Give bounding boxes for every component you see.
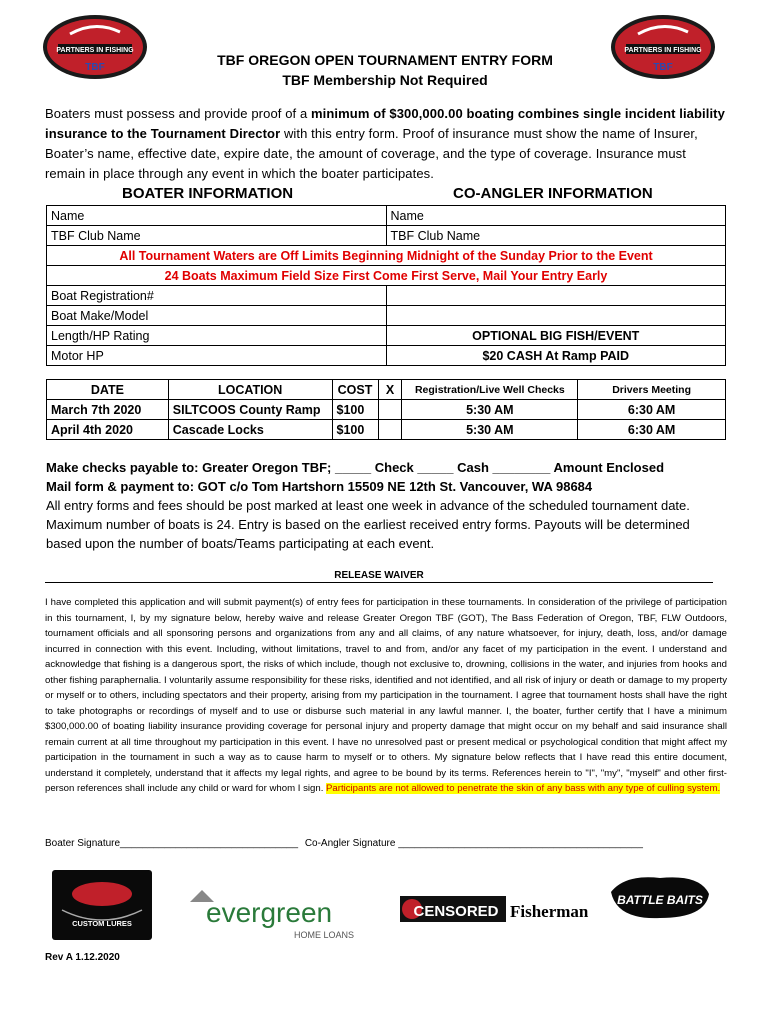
svg-text:CUSTOM LURES: CUSTOM LURES bbox=[72, 919, 132, 928]
registration-time: 5:30 AM bbox=[402, 420, 578, 440]
signature-line bbox=[45, 838, 643, 849]
meeting-time: 6:30 AM bbox=[578, 420, 726, 440]
registration-time: 5:30 AM bbox=[402, 400, 578, 420]
evergreen-home-loans-logo bbox=[186, 884, 366, 944]
event-cost: $100 bbox=[332, 400, 378, 420]
intro-text: Boaters must possess and provide proof of a bbox=[45, 106, 311, 121]
svg-text:evergreen: evergreen bbox=[206, 897, 333, 928]
boater-info-heading: BOATER INFORMATION bbox=[122, 185, 294, 202]
svg-text:BATTLE BAITS: BATTLE BAITS bbox=[617, 893, 703, 907]
name-label: Name bbox=[51, 208, 85, 223]
off-limits-notice: All Tournament Waters are Off Limits Beginning Midnight of the Sunday Prior to the Event bbox=[47, 246, 726, 266]
release-waiver-text bbox=[45, 595, 727, 797]
coangler-name-field[interactable] bbox=[386, 206, 726, 226]
svg-text:PARTNERS IN FISHING: PARTNERS IN FISHING bbox=[56, 47, 134, 54]
length-hp-label: Length/HP Rating bbox=[51, 328, 150, 343]
col-registration: Registration/Live Well Checks bbox=[402, 380, 578, 400]
club-label: TBF Club Name bbox=[390, 228, 481, 243]
field-size-notice: 24 Boats Maximum Field Size First Come First Serve, Mail Your Entry Early bbox=[47, 266, 726, 286]
svg-text:PARTNERS IN FISHING: PARTNERS IN FISHING bbox=[624, 47, 702, 54]
big-fish-price: $20 CASH At Ramp PAID bbox=[386, 346, 726, 366]
payment-checks-line: Make checks payable to: Greater Oregon TBF; _____ Check _____ Cash ________ Amount Enclosed bbox=[46, 460, 665, 475]
coangler-club-field[interactable] bbox=[386, 226, 726, 246]
boat-reg-label: Boat Registration# bbox=[51, 288, 154, 303]
event-location: SILTCOOS County Ramp bbox=[168, 400, 332, 420]
waiver-body: I have completed this application and will submit payment(s) of entry fees for participation in these tournaments. In consideration of the privilege of participation in this tournament, I, by my signature below, hereby waive and release Greater Oregon TBF (GOT), The Bass Federation of Oregon, TBF, FLW Outdoors, tournament officials and all sponsoring persons and organizations from any and all claims, of any nature whatsoever, for injury, death, loss, and/or damage incurred in connection with this event. Including, without limitations, travel to and from, and/or any facet of my participation in the event. I understand and acknowledge that fishing is a dangerous sport, the risks of which include, though not exclusive to, drowning, collisions in the water, and injuries from hooks and other fishing paraphernalia. I voluntarily assume responsibility for these risks, identified and not identified, and all risk of injury or death or damage to my property or myself or to others, including spectators and their property, arising from my participation in the tournament. I agree that tournament hosts shall have the right to take photographs or recordings of myself and to use or disburse such material in any lawful manner. I, the boater, further certify that I have a minimum $300,000.00 of boating liability insurance providing coverage for personal injury and property damage that might occur on my behalf and said insurance shall remain current at all time throughout my participation in this event. I have no unresolved past or present medical or psychological condition that might affect my participation in the tournament in such a way as to cause harm to myself or to others. My signature below reflects that I have read this entire document, understand it completely, understand that it affects my legal rights, and agree to be bound by its terms. References herein to "I", "my", "myself" and other first-person references shall include any child or ward for whom I sign. bbox=[45, 597, 727, 794]
length-hp-field[interactable] bbox=[47, 326, 387, 346]
battle-baits-logo bbox=[605, 872, 715, 924]
info-table bbox=[46, 205, 726, 366]
event-select-box[interactable] bbox=[378, 400, 402, 420]
entry-deadline-paragraph: All entry forms and fees should be post marked at least one week in advance of the scheduled tournament date. Maximum number of boats is 24. Entry is based on the earliest received entry forms. Payouts will be determined based upon the number of boats/Teams participating at each event. bbox=[46, 498, 690, 551]
event-location: Cascade Locks bbox=[168, 420, 332, 440]
boat-registration-field[interactable] bbox=[47, 286, 387, 306]
boater-name-field[interactable] bbox=[47, 206, 387, 226]
schedule-table bbox=[46, 379, 726, 440]
intro-bold-text: minimum of $300,000.00 boating combines single incident liability insurance to the Tournament Director bbox=[45, 106, 725, 141]
big-fish-title: OPTIONAL BIG FISH/EVENT bbox=[386, 326, 726, 346]
coangler-signature-field[interactable]: Co-Angler Signature ____________________________________________ bbox=[304, 838, 643, 849]
intro-text-cont: with this entry form. Proof of insurance must show the name of Insurer, Boater’s name, effective date, expire date, the amount of coverage, and the type of coverage. Insurance must remain in place through any event in which the boater participates. bbox=[45, 126, 698, 181]
event-date: April 4th 2020 bbox=[47, 420, 169, 440]
boat-make-label: Boat Make/Model bbox=[51, 308, 149, 323]
svg-text:Fisherman: Fisherman bbox=[510, 902, 589, 921]
club-label: TBF Club Name bbox=[51, 228, 141, 243]
boat-make-field[interactable] bbox=[47, 306, 387, 326]
censored-fisherman-logo bbox=[400, 890, 595, 930]
schedule-row bbox=[47, 420, 726, 440]
meeting-time: 6:30 AM bbox=[578, 400, 726, 420]
schedule-row bbox=[47, 400, 726, 420]
motor-hp-field[interactable] bbox=[47, 346, 387, 366]
schedule-header-row bbox=[47, 380, 726, 400]
event-select-box[interactable] bbox=[378, 420, 402, 440]
col-date: DATE bbox=[47, 380, 169, 400]
svg-text:HOME LOANS: HOME LOANS bbox=[294, 930, 355, 940]
svg-text:CENSORED: CENSORED bbox=[413, 903, 499, 920]
boater-club-field[interactable] bbox=[47, 226, 387, 246]
col-cost: COST bbox=[332, 380, 378, 400]
form-title: TBF OREGON OPEN TOURNAMENT ENTRY FORM bbox=[217, 52, 553, 68]
motor-hp-label: Motor HP bbox=[51, 348, 104, 363]
coangler-info-heading: CO-ANGLER INFORMATION bbox=[453, 185, 653, 202]
blank-cell bbox=[386, 286, 726, 306]
revision-label: Rev A 1.12.2020 bbox=[45, 952, 120, 963]
name-label: Name bbox=[390, 208, 424, 223]
event-cost: $100 bbox=[332, 420, 378, 440]
custom-lures-logo bbox=[52, 870, 152, 940]
culling-rule-highlight: Participants are not allowed to penetrate the skin of any bass with any type of culling system. bbox=[326, 783, 721, 794]
event-date: March 7th 2020 bbox=[47, 400, 169, 420]
release-waiver-heading: RELEASE WAIVER bbox=[45, 570, 713, 583]
blank-cell bbox=[386, 306, 726, 326]
col-location: LOCATION bbox=[168, 380, 332, 400]
insurance-requirement bbox=[45, 104, 725, 184]
form-subtitle: TBF Membership Not Required bbox=[282, 72, 488, 88]
payment-mail-line: Mail form & payment to: GOT c/o Tom Hartshorn 15509 NE 12th St. Vancouver, WA 98684 bbox=[46, 479, 593, 494]
col-x: X bbox=[378, 380, 402, 400]
svg-text:TBF: TBF bbox=[85, 62, 105, 73]
boater-signature-field[interactable]: Boater Signature________________________________ bbox=[45, 838, 299, 849]
col-drivers-meeting: Drivers Meeting bbox=[578, 380, 726, 400]
svg-text:TBF: TBF bbox=[653, 62, 673, 73]
